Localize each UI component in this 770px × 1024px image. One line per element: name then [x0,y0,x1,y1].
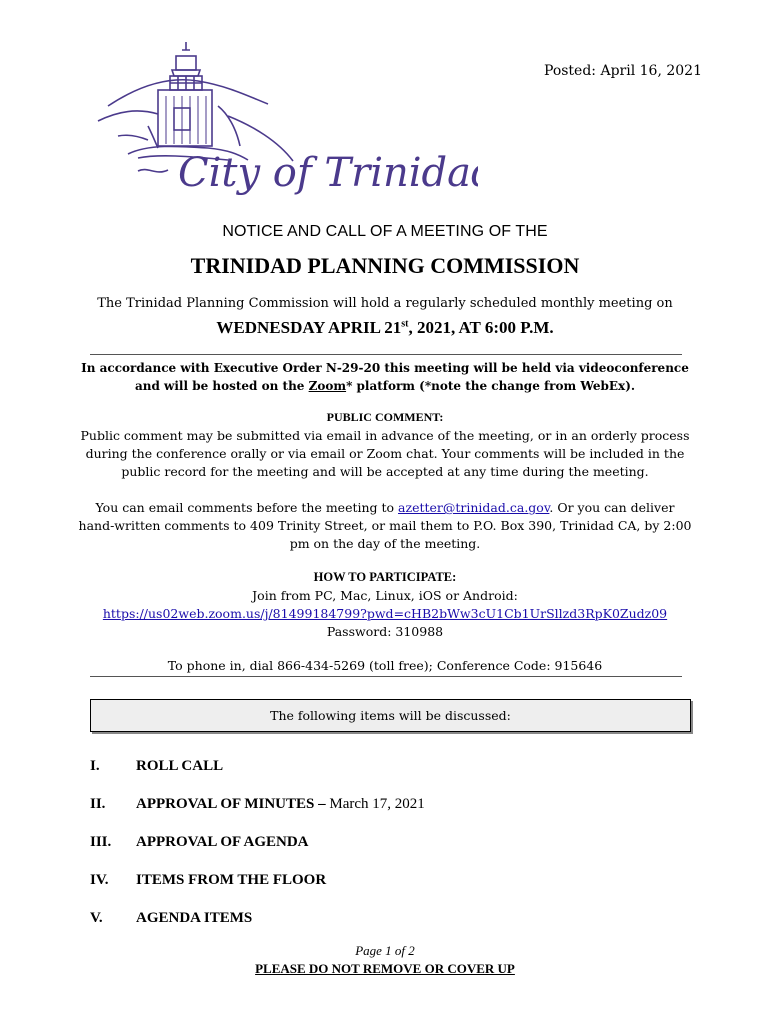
agenda-item [90,796,425,813]
items-discussed-box: The following items will be discussed: [90,699,691,732]
agenda-item-label: ITEMS FROM THE FLOOR [136,872,327,888]
public-comment-title: PUBLIC COMMENT: [326,410,444,424]
agenda-item [90,758,223,775]
email-comments-line5: hand-written comments to 409 Trinity Street, or mail them to P.O. Box 390, Trinidad CA, by 2:00 [78,518,692,533]
public-comment-line1: Public comment may be submitted via email in advance of the meeting, or in an orderly process [80,428,690,443]
executive-order-notice [0,359,770,395]
agenda-item [90,834,309,851]
meeting-date [0,318,770,338]
agenda-item-label: AGENDA ITEMS [136,910,253,926]
notice-heading: NOTICE AND CALL OF A MEETING OF THE [222,223,548,240]
agenda-item-number: V. [90,910,103,926]
meeting-password: Password: 310988 [326,624,444,639]
zoom-meeting-link[interactable]: https://us02web.zoom.us/j/81499184799?pwd=cHB2bWw3cU1Cb1UrSllzd3RpK0Zudz09 [102,606,668,621]
participate-body [0,587,770,641]
email-pre: You can email comments before the meeting to [95,500,399,515]
meeting-date-sup: st [401,318,409,330]
zoom-label: Zoom [308,379,347,393]
meeting-date-rest: , 2021, AT 6:00 P.M. [408,318,554,337]
agenda-item [90,872,326,889]
phone-in-info: To phone in, dial 866-434-5269 (toll free); Conference Code: 915646 [167,658,603,673]
agenda-item-number: III. [90,834,112,850]
logo-text: City of Trinidad [178,150,478,196]
how-to-participate-title: HOW TO PARTICIPATE: [313,570,457,584]
email-comments-line6: pm on the day of the meeting. [289,536,481,551]
meeting-intro: The Trinidad Planning Commission will hold a regularly scheduled monthly meeting on [97,296,673,311]
agenda-item-number: IV. [90,872,109,888]
agenda-item [90,910,252,927]
do-not-remove-warning: PLEASE DO NOT REMOVE OR COVER UP [255,961,515,976]
exec-line2-pre: and will be hosted on the [134,379,309,393]
email-link[interactable]: azetter@trinidad.ca.gov [398,500,550,515]
posted-date: Posted: April 16, 2021 [543,63,702,79]
agenda-item-number: II. [90,796,106,812]
email-comments-body [0,499,770,553]
executive-order-line2 [0,377,770,395]
agenda-item-extra: March 17, 2021 [325,796,425,812]
city-logo [78,36,478,206]
lighthouse-logo-icon [78,36,478,206]
email-post: . Or you can deliver [549,500,675,515]
executive-order-line1: In accordance with Executive Order N-29-20 this meeting will be held via videoconference [81,361,689,375]
agenda-item-label: ROLL CALL [136,758,224,774]
agenda-item-label: APPROVAL OF MINUTES – [136,796,326,812]
agenda-item-label: APPROVAL OF AGENDA [136,834,309,850]
page-number: Page 1 of 2 [355,943,415,958]
email-comments-line [0,499,770,517]
public-comment-line3: public record for the meeting and will be accepted at any time during the meeting. [121,464,649,479]
divider-top [90,354,682,355]
commission-title: TRINIDAD PLANNING COMMISSION [190,253,580,278]
join-platforms: Join from PC, Mac, Linux, iOS or Android: [252,588,518,603]
exec-line2-post: * platform (*note the change from WebEx). [346,379,636,393]
agenda-item-number: I. [90,758,100,774]
public-comment-body [0,427,770,481]
divider-bottom [90,676,682,677]
public-comment-line2: during the conference orally or via email or Zoom chat. Your comments will be included in the [85,446,685,461]
meeting-date-day: WEDNESDAY APRIL 21 [216,318,402,337]
